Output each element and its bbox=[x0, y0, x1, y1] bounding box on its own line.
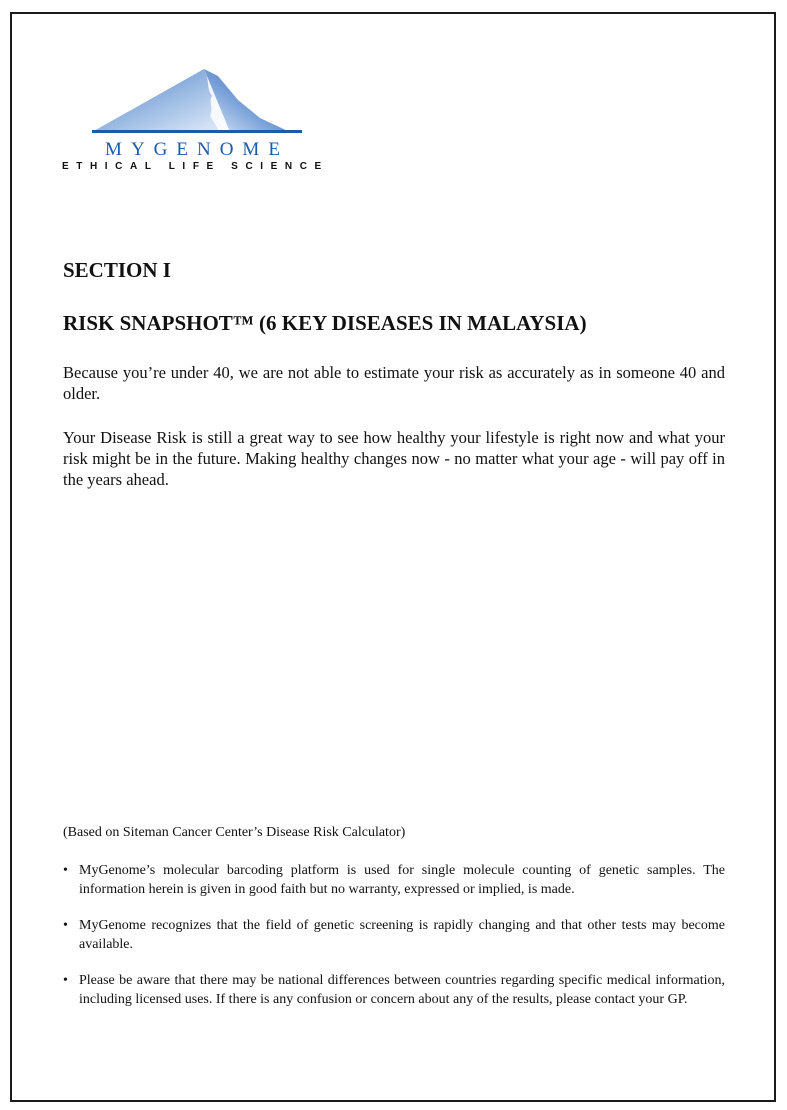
mygenome-logo bbox=[62, 66, 342, 176]
intro-paragraph-1: Because you’re under 40, we are not able to estimate your risk as accurately as in someone 40 and older. bbox=[63, 363, 725, 403]
brand-tagline: ETHICAL LIFE SCIENCE bbox=[62, 161, 329, 172]
bullet-icon: • bbox=[63, 918, 68, 933]
disclaimer-text: MyGenome recognizes that the field of genetic screening is rapidly changing and that other tests may become available. bbox=[79, 918, 725, 952]
disclaimer-item bbox=[63, 862, 725, 899]
disclaimer-item bbox=[63, 972, 725, 1009]
bullet-icon: • bbox=[63, 973, 68, 988]
source-citation: (Based on Siteman Cancer Center’s Disease Risk Calculator) bbox=[63, 825, 406, 840]
intro-paragraph-2: Your Disease Risk is still a great way to see how healthy your lifestyle is right now and what your risk might be in the future. Making healthy changes now - no matter what your age - will pay off in the years ahead. bbox=[63, 428, 725, 489]
brand-name: MYGENOME bbox=[105, 139, 289, 160]
disclaimer-item bbox=[63, 917, 725, 954]
section-heading: SECTION I bbox=[63, 258, 171, 282]
disclaimer-text: MyGenome’s molecular barcoding platform is used for single molecule counting of genetic samples. The information herein is given in good faith but no warranty, expressed or implied, is made. bbox=[79, 863, 725, 897]
disclaimer-list bbox=[63, 862, 725, 1027]
mountain-logo-icon bbox=[92, 66, 302, 138]
section-subheading: RISK SNAPSHOT™ (6 KEY DISEASES IN MALAYSIA) bbox=[63, 311, 587, 335]
disclaimer-text: Please be aware that there may be national differences between countries regarding specific medical information, including licensed uses. If there is any confusion or concern about any of the results, please contact your GP. bbox=[79, 973, 725, 1007]
bullet-icon: • bbox=[63, 863, 68, 878]
